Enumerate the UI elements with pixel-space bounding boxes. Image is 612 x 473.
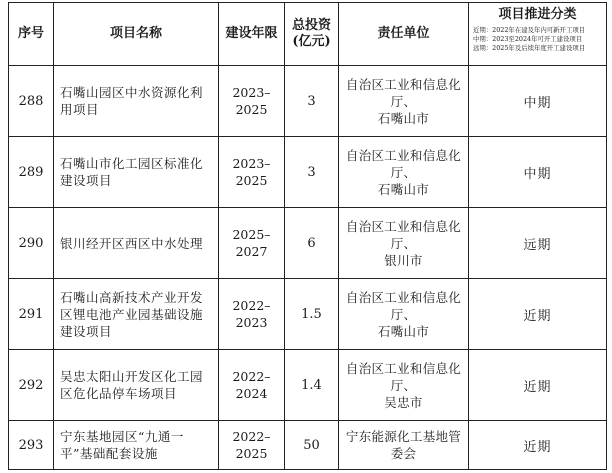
header-name: 项目名称	[54, 3, 219, 66]
unit-line2: 委会	[390, 446, 417, 462]
year-start: 2022–	[232, 298, 271, 314]
row-seq: 293	[9, 421, 54, 470]
year-end: 2027	[235, 244, 268, 260]
header-seq: 序号	[9, 3, 54, 66]
row-project-name: 宁东基地园区“九通一平”基础配套设施	[54, 421, 219, 470]
row-unit	[339, 421, 469, 470]
classification-title: 项目推进分类	[498, 7, 577, 22]
project-table	[8, 2, 607, 470]
row-investment: 3	[285, 66, 339, 137]
classification-notes	[471, 26, 604, 53]
row-years	[219, 279, 285, 350]
note-mid: 中期：2023至2024年可开工建设项目	[473, 35, 583, 43]
unit-line2: 石嘴山市	[377, 323, 430, 339]
row-years	[219, 350, 285, 421]
row-seq: 290	[9, 208, 54, 279]
year-start: 2025–	[232, 227, 271, 243]
row-seq: 288	[9, 66, 54, 137]
table-row	[9, 421, 607, 470]
unit-line1: 自治区工业和信息化厅、	[345, 76, 462, 109]
row-years	[219, 208, 285, 279]
row-seq: 291	[9, 279, 54, 350]
note-far: 远期：2025年及后续年度开工建设项目	[473, 44, 586, 52]
unit-line1: 自治区工业和信息化厅、	[345, 218, 462, 251]
year-end: 2025	[235, 446, 268, 462]
unit-line1: 自治区工业和信息化厅、	[345, 147, 462, 180]
row-unit	[339, 66, 469, 137]
row-project-name: 石嘴山市化工园区标准化建设项目	[54, 137, 219, 208]
row-investment: 3	[285, 137, 339, 208]
note-near: 近期：2022年在建及年内可新开工项目	[473, 26, 586, 34]
header-unit: 责任单位	[339, 3, 469, 66]
unit-line1: 宁东能源化工基地管	[345, 429, 462, 445]
year-end: 2025	[235, 102, 268, 118]
header-investment	[285, 3, 339, 66]
table-row	[9, 208, 607, 279]
row-phase: 中期	[469, 66, 607, 137]
row-seq: 292	[9, 350, 54, 421]
table-row	[9, 279, 607, 350]
row-unit	[339, 279, 469, 350]
table-row	[9, 350, 607, 421]
unit-line1: 自治区工业和信息化厅、	[345, 360, 462, 393]
row-investment: 50	[285, 421, 339, 470]
row-project-name: 石嘴山园区中水资源化利用项目	[54, 66, 219, 137]
table-row	[9, 66, 607, 137]
year-start: 2022–	[232, 429, 271, 445]
row-years	[219, 137, 285, 208]
row-project-name: 吴忠太阳山开发区化工园区危化品停车场项目	[54, 350, 219, 421]
unit-line2: 银川市	[384, 252, 423, 268]
year-end: 2024	[235, 386, 268, 402]
header-period: 建设年限	[219, 3, 285, 66]
year-end: 2025	[235, 173, 268, 189]
row-phase: 远期	[469, 208, 607, 279]
row-phase: 中期	[469, 137, 607, 208]
table-row	[9, 137, 607, 208]
row-years	[219, 66, 285, 137]
unit-line2: 石嘴山市	[377, 181, 430, 197]
row-phase: 近期	[469, 279, 607, 350]
row-years	[219, 421, 285, 470]
unit-line2: 石嘴山市	[377, 110, 430, 126]
row-phase: 近期	[469, 421, 607, 470]
unit-line1: 自治区工业和信息化厅、	[345, 289, 462, 322]
header-row	[9, 3, 607, 66]
row-investment: 1.4	[285, 350, 339, 421]
row-seq: 289	[9, 137, 54, 208]
row-investment: 1.5	[285, 279, 339, 350]
year-start: 2022–	[232, 369, 271, 385]
row-phase: 近期	[469, 350, 607, 421]
header-investment-line1: 总投资	[291, 18, 331, 33]
unit-line2: 吴忠市	[384, 394, 423, 410]
row-project-name: 银川经开区西区中水处理	[54, 208, 219, 279]
row-investment: 6	[285, 208, 339, 279]
header-investment-line2: (亿元)	[292, 34, 331, 49]
row-project-name: 石嘴山高新技术产业开发区锂电池产业园基础设施建设项目	[54, 279, 219, 350]
year-end: 2023	[235, 315, 268, 331]
row-unit	[339, 208, 469, 279]
row-unit	[339, 137, 469, 208]
header-classification	[469, 3, 607, 66]
year-start: 2023–	[232, 156, 271, 172]
year-start: 2023–	[232, 85, 271, 101]
row-unit	[339, 350, 469, 421]
